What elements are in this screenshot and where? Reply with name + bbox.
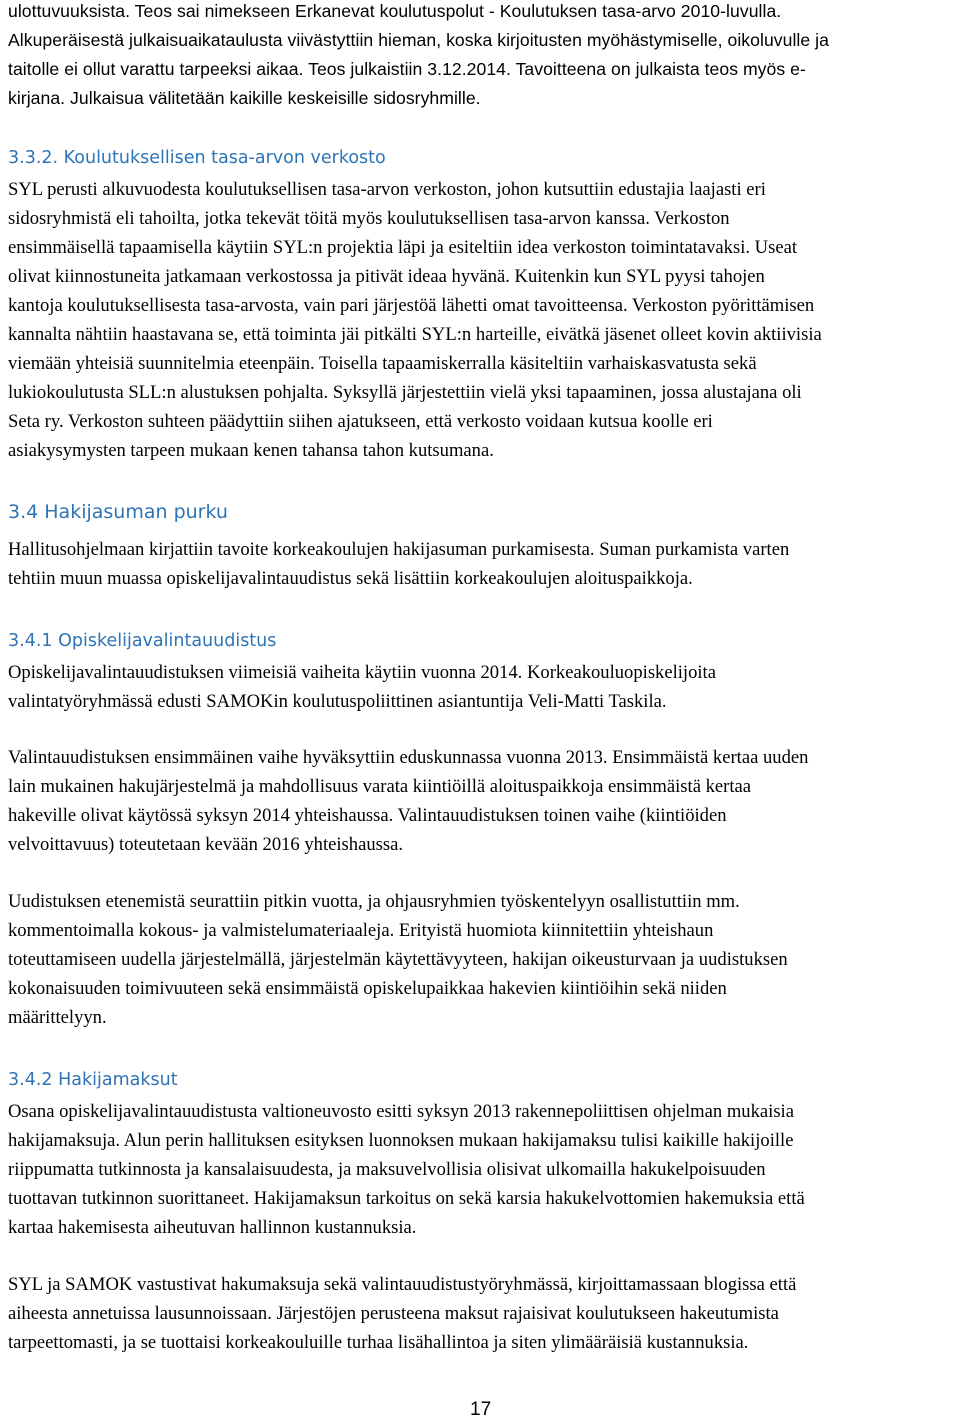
text-line: tarpeettomasti, ja se tuottaisi korkeakouluille turhaa lisähallintoa ja siten ylimääräisiä kustannuksia. xyxy=(8,1332,749,1353)
section-heading-3-4-2 xyxy=(8,1069,178,1091)
text-line: aiheesta annetuissa lausunnoissaan. Järjestöjen perusteena maksut rajaisivat koulutukseen hakeutumista xyxy=(8,1303,779,1324)
text-line: kannalta nähtiin haastavana se, että toiminta jäi pitkälti SYL:n harteille, eivätkä jäsenet olleet kovin aktiivisia xyxy=(8,324,822,345)
text-line: Uudistuksen etenemistä seurattiin pitkin vuotta, ja ohjausryhmien työskentelyyn osallistuttiin mm. xyxy=(8,891,740,912)
text-line: Seta ry. Verkoston suhteen päädyttiin siihen ajatukseen, että verkosto voidaan kutsua koolle eri xyxy=(8,411,713,432)
text-line: kirjana. Julkaisua välitetään kaikille keskeisille sidosryhmille. xyxy=(8,88,481,108)
text-line: kantoja koulutuksellisesta tasa-arvosta, vain pari järjestöä lähetti omat tavoitteensa. Verkoston pyörittämisen xyxy=(8,295,815,316)
heading-number: 3.3.2. xyxy=(8,148,59,168)
text-line: SYL perusti alkuvuodesta koulutuksellisen tasa-arvon verkoston, johon kutsuttiin edustajia laajasti eri xyxy=(8,179,766,200)
heading-title: Hakijamaksut xyxy=(58,1070,178,1090)
text-line: toteuttamiseen uudella järjestelmällä, järjestelmän käytettävyyteen, hakijan oikeusturvaan ja uudistuksen xyxy=(8,949,788,970)
text-line: tuottavan tutkinnon suorittaneet. Hakijamaksun tarkoitus on sekä karsia hakukelvottomien hakemuksia että xyxy=(8,1188,805,1209)
heading-title: Opiskelijavalintauudistus xyxy=(58,631,277,651)
heading-number: 3.4.1 xyxy=(8,631,53,651)
text-line: kartaa hakemisesta aiheutuvan hallinnon kustannuksia. xyxy=(8,1217,417,1238)
text-line: viemään yhteisiä suunnitelmia eteenpäin. Toisella tapaamiskerralla käsiteltiin varhaiskasvatusta sekä xyxy=(8,353,757,374)
text-line: velvoittavuus) toteutetaan kevään 2016 yhteishaussa. xyxy=(8,834,404,855)
text-line: Opiskelijavalintauudistuksen viimeisiä vaiheita käytiin vuonna 2014. Korkeakouluopiskelijoita xyxy=(8,662,716,683)
text-line: kokonaisuuden toimivuuteen sekä ensimmäistä opiskelupaikkaa hakevien kiintiöihin sekä niiden xyxy=(8,978,727,999)
text-line: asiakysymysten tarpeen mukaan kenen tahansa tahon kutsumana. xyxy=(8,440,494,461)
heading-number: 3.4 xyxy=(8,501,39,523)
text-line: taitolle ei ollut varattu tarpeeksi aikaa. Teos julkaistiin 3.12.2014. Tavoitteena on julkaista teos myös e- xyxy=(8,59,806,79)
text-line: tehtiin muun muassa opiskelijavalintauudistus sekä lisättiin korkeakoulujen aloituspaikkoja. xyxy=(8,568,693,589)
heading-title: Hakijasuman purku xyxy=(44,501,228,523)
text-line: SYL ja SAMOK vastustivat hakumaksuja sekä valintauudistustyöryhmässä, kirjoittamassaan blogissa että xyxy=(8,1274,797,1295)
heading-title: Koulutuksellisen tasa-arvon verkosto xyxy=(63,148,386,168)
text-line: Alkuperäisestä julkaisuaikataulusta viivästyttiin hieman, koska kirjoitusten myöhästymiselle, oikoluvulle ja xyxy=(8,30,829,50)
text-line: sidosryhmistä eli tahoilta, jotka tekevät töitä myös koulutuksellisen tasa-arvon kanssa. Verkoston xyxy=(8,208,730,229)
text-line: hakijamaksuja. Alun perin hallituksen esityksen luonnoksen mukaan hakijamaksu tulisi kaikille hakijoille xyxy=(8,1130,794,1151)
heading-number: 3.4.2 xyxy=(8,1070,53,1090)
text-line: riippumatta tutkinnosta ja kansalaisuudesta, ja maksuvelvollisia olisivat ulkomailla hakukelpoisuuden xyxy=(8,1159,766,1180)
section-heading-3-4-1 xyxy=(8,630,276,652)
text-line: ensimmäisellä tapaamisella käytiin SYL:n projektia läpi ja esiteltiin idea verkoston toimintatavaksi. Useat xyxy=(8,237,797,258)
text-line: kommentoimalla kokous- ja valmistelumateriaaleja. Erityistä huomiota kiinnitettiin yhteishaun xyxy=(8,920,714,941)
text-line: hakeville olivat käytössä syksyn 2014 yhteishaussa. Valintauudistuksen toinen vaihe (kiintiöiden xyxy=(8,805,727,826)
text-line: Valintauudistuksen ensimmäinen vaihe hyväksyttiin eduskunnassa vuonna 2013. Ensimmäistä kertaa uuden xyxy=(8,747,809,768)
text-line: lukiokoulutusta SLL:n alustuksen pohjalta. Syksyllä järjestettiin vielä yksi tapaaminen, jossa alustajana oli xyxy=(8,382,802,403)
text-line: valintatyöryhmässä edusti SAMOKin koulutuspoliittinen asiantuntija Veli-Matti Taskila. xyxy=(8,691,667,712)
text-line: Hallitusohjelmaan kirjattiin tavoite korkeakoulujen hakijasuman purkamisesta. Suman purkamista varten xyxy=(8,539,790,560)
text-line: määrittelyyn. xyxy=(8,1007,107,1028)
text-line: lain mukainen hakujärjestelmä ja mahdollisuus varata kiintiöillä aloituspaikkoja ensimmäistä kertaa xyxy=(8,776,752,797)
text-line: olivat kiinnostuneita jatkamaan verkostossa ja pitivät ideaa hyvänä. Kuitenkin kun SYL pyysi tahojen xyxy=(8,266,765,287)
page-number: 17 xyxy=(470,1399,492,1420)
text-line: Osana opiskelijavalintauudistusta valtioneuvosto esitti syksyn 2013 rakennepoliittisen ohjelman mukaisia xyxy=(8,1101,794,1122)
text-line: ulottuvuuksista. Teos sai nimekseen Erkanevat koulutuspolut - Koulutuksen tasa-arvo 2010-luvulla. xyxy=(8,1,782,21)
section-heading-3-4 xyxy=(8,500,228,524)
section-heading-3-3-2 xyxy=(8,147,386,169)
